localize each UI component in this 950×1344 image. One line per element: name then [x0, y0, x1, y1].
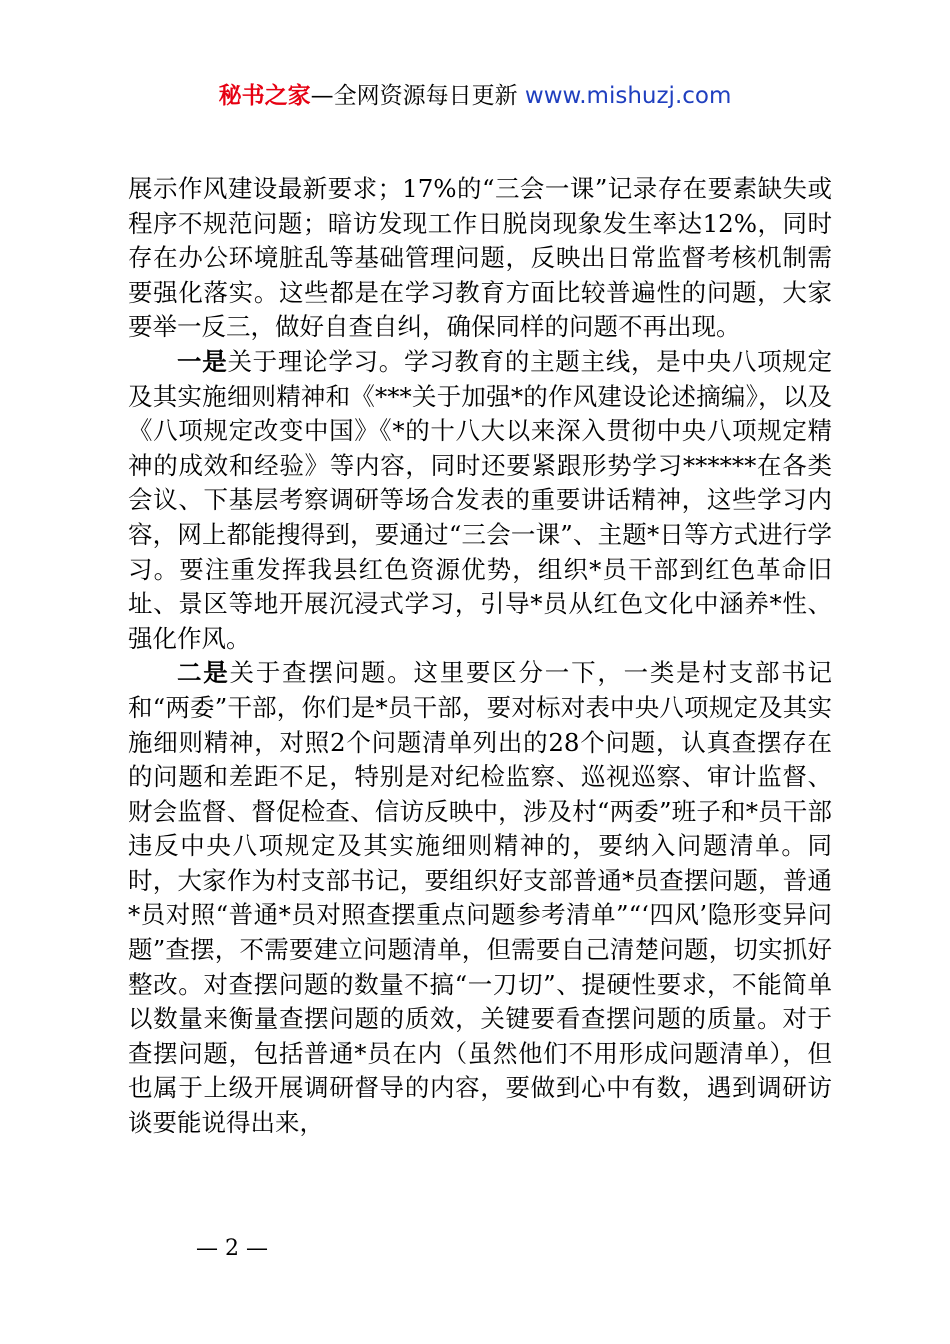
paragraph-theory-study	[128, 345, 832, 656]
site-slogan: —全网资源每日更新	[310, 83, 525, 109]
paragraph-lead: 一是	[177, 346, 228, 376]
paragraph-text: 关于查摆问题。这里要区分一下，一类是村支部书记和“两委”干部，你们是*员干部，要对标对表中央八项规定及其实施细则精神，对照2个问题清单列出的28个问题，认真查摆存在的问题和差距不足，特别是对纪检监察、巡视巡察、审计监督、财会监督、督促检查、信访反映中，涉及村“两委”班子和*员干部违反中央八项规定及其实施细则精神的，要纳入问题清单。同时，大家作为村支部书记，要组织好支部普通*员查摆问题，普通*员对照“普通*员对照查摆重点问题参考清单”“‘四风’隐形变异问题”查摆，不需要建立问题清单，但需要自己清楚问题，切实抓好整改。对查摆问题的数量不搞“一刀切”、提硬性要求，不能简单以数量来衡量查摆问题的质效，关键要看查摆问题的质量。对于查摆问题，包括普通*员在内（虽然他们不用形成问题清单），但也属于上级开展调研督导的内容，要做到心中有数，遇到调研访谈要能说得出来，	[128, 658, 833, 1138]
page-number: — 2 —	[196, 1236, 268, 1261]
site-banner	[0, 80, 950, 112]
paragraph-continued	[128, 172, 832, 345]
paragraph-text: 关于理论学习。学习教育的主题主线，是中央八项规定及其实施细则精神和《***关于加强*的作风建设论述摘编》，以及《八项规定改变中国》《*的十八大以来深入贯彻中央八项规定精神的成效和经验》等内容，同时还要紧跟形势学习******在各类会议、下基层考察调研等场合发表的重要讲话精神，这些学习内容，网上都能搜得到，要通过“三会一课”、主题*日等方式进行学习。要注重发挥我县红色资源优势，组织*员干部到红色革命旧址、景区等地开展沉浸式学习，引导*员从红色文化中涵养*性、强化作风。	[128, 346, 833, 653]
site-brand-name: 秘书之家	[218, 83, 311, 109]
site-url: www.mishuzj.com	[524, 83, 732, 109]
document-body	[128, 172, 832, 1141]
paragraph-problem-check	[128, 656, 832, 1140]
paragraph-lead: 二是	[177, 658, 230, 688]
paragraph-text: 展示作风建设最新要求；17%的“三会一课”记录存在要素缺失或程序不规范问题；暗访发现工作日脱岗现象发生率达12%，同时存在办公环境脏乱等基础管理问题，反映出日常监督考核机制需要强化落实。这些都是在学习教育方面比较普遍性的问题，大家要举一反三，做好自查自纠，确保同样的问题不再出现。	[128, 174, 832, 342]
